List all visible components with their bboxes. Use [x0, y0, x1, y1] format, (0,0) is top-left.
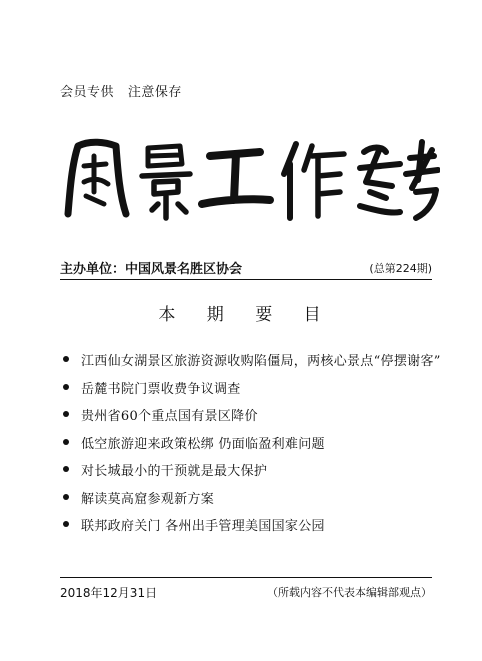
contents-title: 本 期 要 目: [158, 305, 334, 325]
list-item: [63, 350, 441, 378]
masthead-logo: [60, 134, 440, 224]
bullet-icon: [63, 356, 69, 362]
bottom-divider: [60, 577, 432, 578]
bullet-icon: [63, 384, 69, 390]
list-item-text: 江西仙女湖景区旅游资源收购陷僵局，两核心景点“停摆谢客”: [81, 354, 441, 369]
list-item: [63, 433, 435, 461]
bullet-icon: [63, 439, 69, 445]
list-item-text: 对长城最小的干预就是最大保护: [81, 464, 268, 479]
bullet-icon: [63, 466, 69, 472]
list-item-text: 低空旅游迎来政策松绑 仍面临盈利难问题: [81, 436, 325, 452]
sponsor-label: 主办单位：中国风景名胜区协会: [60, 262, 243, 277]
list-item: [63, 488, 435, 516]
top-divider: [60, 279, 432, 280]
bullet-icon: [63, 411, 69, 417]
masthead-calligraphy: [60, 134, 440, 224]
list-item-text: 解读莫高窟参观新方案: [81, 491, 215, 507]
contents-list: [63, 350, 441, 543]
list-item: [63, 460, 435, 488]
issue-number: (总第224期): [369, 262, 432, 275]
list-item-text: 岳麓书院门票收费争议调查: [81, 381, 241, 397]
list-item-text: 联邦政府关门 各州出手管理美国国家公园: [81, 519, 325, 534]
bullet-icon: [63, 521, 69, 527]
list-item: [63, 515, 435, 543]
list-item-text: 贵州省60个重点国有景区降价: [81, 409, 258, 424]
footer: [60, 584, 432, 602]
list-item: [63, 378, 435, 406]
bullet-icon: [63, 494, 69, 500]
disclaimer: （所载内容不代表本编辑部观点）: [267, 586, 432, 599]
member-note: 会员专供 注意保存: [60, 85, 182, 100]
issue-date: 2018年12月31日: [60, 586, 158, 600]
sponsor-row: [60, 258, 432, 278]
list-item: [63, 405, 435, 433]
